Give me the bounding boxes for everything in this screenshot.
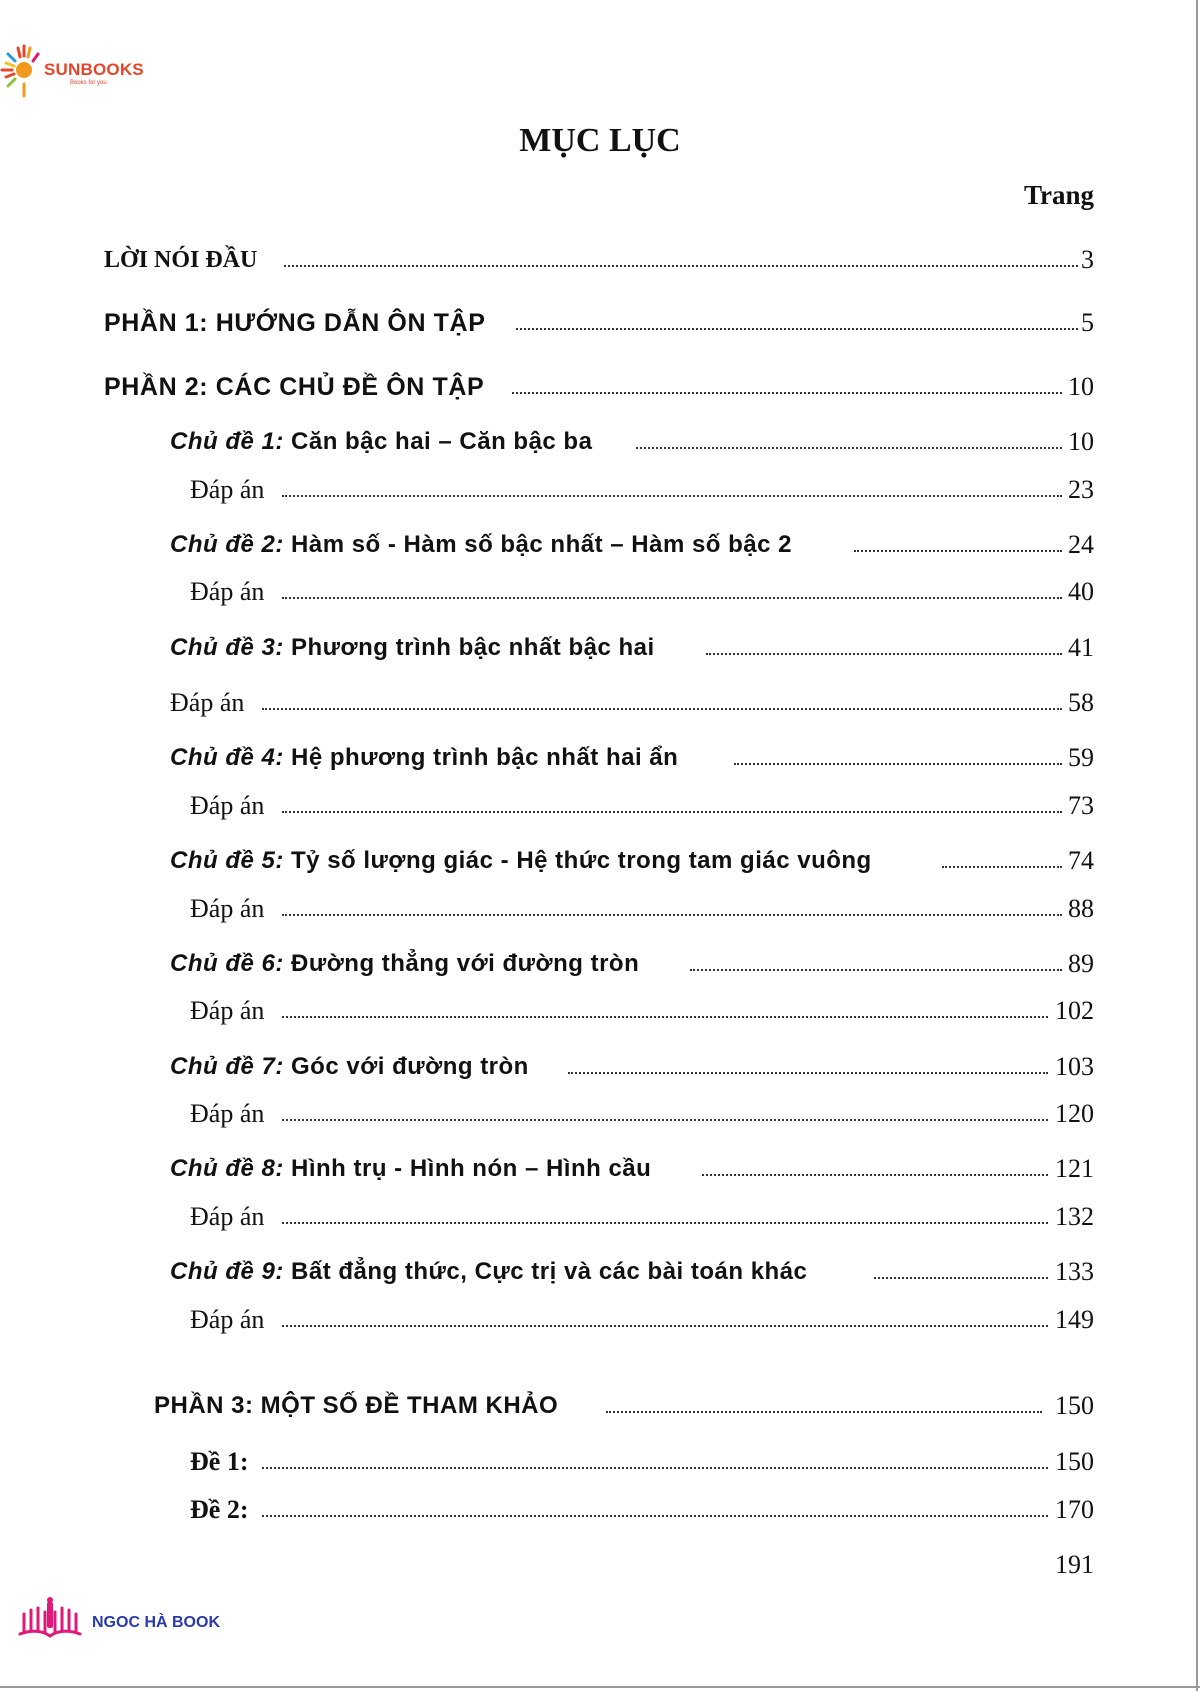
- toc-label: Đáp án: [190, 475, 265, 504]
- toc-page: 149: [1055, 1305, 1094, 1334]
- toc-label: Đáp án: [190, 577, 265, 606]
- toc-page: 3: [1081, 245, 1094, 274]
- toc-page: 133: [1055, 1257, 1094, 1286]
- leader-dots: [282, 914, 1062, 916]
- toc-entry[interactable]: [0, 1096, 1200, 1136]
- topic-prefix: Chủ đề 6:: [170, 950, 284, 977]
- toc-page: 150: [1055, 1447, 1094, 1476]
- toc-page: 150: [1055, 1391, 1094, 1420]
- leader-dots: [262, 1515, 1048, 1517]
- sun-icon: [0, 42, 46, 100]
- leader-dots: [282, 1016, 1048, 1018]
- toc-label: Đáp án: [170, 688, 245, 717]
- toc-entry[interactable]: [0, 1199, 1200, 1239]
- leader-dots: [262, 708, 1062, 710]
- toc-label: LỜI NÓI ĐẦU: [104, 247, 258, 273]
- toc-page: 103: [1055, 1052, 1094, 1081]
- toc-page: 121: [1055, 1154, 1094, 1183]
- toc-entry[interactable]: [0, 1302, 1200, 1342]
- leader-dots: [734, 763, 1062, 765]
- topic-title: Hình trụ - Hình nón – Hình cầu: [283, 1155, 652, 1182]
- toc-entry[interactable]: [0, 242, 1200, 282]
- leader-dots: [282, 1119, 1048, 1121]
- toc-label: Đáp án: [190, 996, 265, 1025]
- toc-label: Đáp án: [190, 894, 265, 923]
- toc-page: 73: [1068, 791, 1094, 820]
- toc-entry[interactable]: [0, 1388, 1200, 1428]
- topic-title: Bất đẳng thức, Cực trị và các bài toán khác: [283, 1258, 808, 1285]
- leader-dots: [284, 265, 1078, 267]
- ngocha-brand-name: NGOC HÀ BOOK: [92, 1614, 220, 1631]
- leader-dots: [568, 1072, 1048, 1074]
- topic-prefix: Chủ đề 2:: [170, 531, 284, 558]
- toc-entry[interactable]: [0, 305, 1200, 345]
- open-book-icon: [14, 1596, 86, 1644]
- leader-dots: [690, 969, 1062, 971]
- toc-entry[interactable]: [0, 472, 1200, 512]
- page-number: 191: [1055, 1550, 1094, 1579]
- toc-label: PHẦN 1: HƯỚNG DẪN ÔN TẬP: [104, 309, 486, 337]
- toc-entry[interactable]: [0, 1151, 1200, 1191]
- toc-page: 23: [1068, 475, 1094, 504]
- topic-prefix: Chủ đề 5:: [170, 847, 284, 874]
- leader-dots: [282, 1325, 1048, 1327]
- toc-entry[interactable]: [0, 630, 1200, 670]
- toc-page: 102: [1055, 996, 1094, 1025]
- toc-entry[interactable]: [0, 891, 1200, 931]
- toc-page: 58: [1068, 688, 1094, 717]
- toc-label: [170, 424, 592, 460]
- toc-entry[interactable]: [0, 685, 1200, 725]
- topic-prefix: Chủ đề 1:: [170, 428, 284, 455]
- topic-title: Phương trình bậc nhất bậc hai: [283, 634, 655, 661]
- leader-dots: [262, 1467, 1048, 1469]
- toc-page: 132: [1055, 1202, 1094, 1231]
- toc-page: 88: [1068, 894, 1094, 923]
- toc-label: [170, 946, 639, 982]
- toc-label: [170, 843, 872, 879]
- topic-title: Tỷ số lượng giác - Hệ thức trong tam giác vuông: [283, 847, 872, 874]
- toc-page: 170: [1055, 1495, 1094, 1524]
- toc-label: PHẦN 2: CÁC CHỦ ĐỀ ÔN TẬP: [104, 373, 485, 401]
- toc-entry[interactable]: [0, 946, 1200, 986]
- page-title: MỤC LỤC: [519, 122, 681, 159]
- toc-entry[interactable]: [0, 993, 1200, 1033]
- toc-page: 10: [1068, 372, 1094, 401]
- topic-title: Hệ phương trình bậc nhất hai ẩn: [283, 744, 679, 771]
- leader-dots: [942, 866, 1062, 868]
- leader-dots: [874, 1277, 1048, 1279]
- leader-dots: [606, 1411, 1042, 1413]
- toc-page: 59: [1068, 743, 1094, 772]
- toc-label: [170, 527, 792, 563]
- toc-page: 5: [1081, 308, 1094, 337]
- topic-title: Hàm số - Hàm số bậc nhất – Hàm số bậc 2: [283, 531, 792, 558]
- toc-entry[interactable]: [0, 369, 1200, 409]
- toc-entry[interactable]: [0, 843, 1200, 883]
- topic-prefix: Chủ đề 9:: [170, 1258, 284, 1285]
- toc-entry[interactable]: [0, 574, 1200, 614]
- topic-title: Góc với đường tròn: [283, 1053, 529, 1080]
- topic-prefix: Chủ đề 4:: [170, 744, 284, 771]
- leader-dots: [282, 1222, 1048, 1224]
- page-border-bottom: [0, 1686, 1200, 1688]
- leader-dots: [706, 653, 1062, 655]
- toc-label: Đáp án: [190, 1099, 265, 1128]
- topic-title: Căn bậc hai – Căn bậc ba: [283, 428, 593, 455]
- sunbooks-logo: [0, 42, 160, 102]
- toc-page: 40: [1068, 577, 1094, 606]
- topic-title: Đường thẳng với đường tròn: [283, 950, 640, 977]
- leader-dots: [702, 1174, 1048, 1176]
- leader-dots: [282, 495, 1062, 497]
- toc-entry[interactable]: [0, 740, 1200, 780]
- toc-entry[interactable]: [0, 1254, 1200, 1294]
- leader-dots: [512, 392, 1062, 394]
- toc-page: 24: [1068, 530, 1094, 559]
- toc-label: Đề 1:: [190, 1447, 249, 1476]
- topic-prefix: Chủ đề 3:: [170, 634, 284, 661]
- toc-page: 120: [1055, 1099, 1094, 1128]
- toc-entry[interactable]: [0, 788, 1200, 828]
- toc-entry[interactable]: [0, 527, 1200, 567]
- sunbooks-tagline: Books for you: [70, 80, 107, 86]
- toc-entry[interactable]: [0, 1444, 1200, 1484]
- toc-label: Đề 2:: [190, 1495, 249, 1524]
- toc-entry[interactable]: [0, 424, 1200, 464]
- leader-dots: [636, 447, 1062, 449]
- toc-entry[interactable]: [0, 1049, 1200, 1089]
- leader-dots: [854, 550, 1062, 552]
- sunbooks-brand-name: SUNBOOKS: [44, 60, 144, 79]
- toc-label: [170, 1254, 807, 1290]
- toc-label: Đáp án: [190, 1202, 265, 1231]
- toc-label: Đáp án: [190, 1305, 265, 1334]
- leader-dots: [282, 811, 1062, 813]
- toc-label: [170, 630, 655, 666]
- page-column-header: Trang: [1023, 180, 1094, 210]
- toc-page: 74: [1068, 846, 1094, 875]
- toc-entry[interactable]: [0, 1492, 1200, 1532]
- toc-page: 10: [1068, 427, 1094, 456]
- leader-dots: [516, 328, 1078, 330]
- ngocha-book-logo: [14, 1596, 224, 1646]
- topic-prefix: Chủ đề 8:: [170, 1155, 284, 1182]
- toc-page: 89: [1068, 949, 1094, 978]
- toc-label: Đáp án: [190, 791, 265, 820]
- toc-label: [170, 1049, 529, 1085]
- toc-page: 41: [1068, 633, 1094, 662]
- topic-prefix: Chủ đề 7:: [170, 1053, 284, 1080]
- toc-label: [170, 740, 678, 776]
- toc-label: PHẦN 3: MỘT SỐ ĐỀ THAM KHẢO: [154, 1392, 559, 1419]
- toc-label: [170, 1151, 651, 1187]
- leader-dots: [282, 597, 1062, 599]
